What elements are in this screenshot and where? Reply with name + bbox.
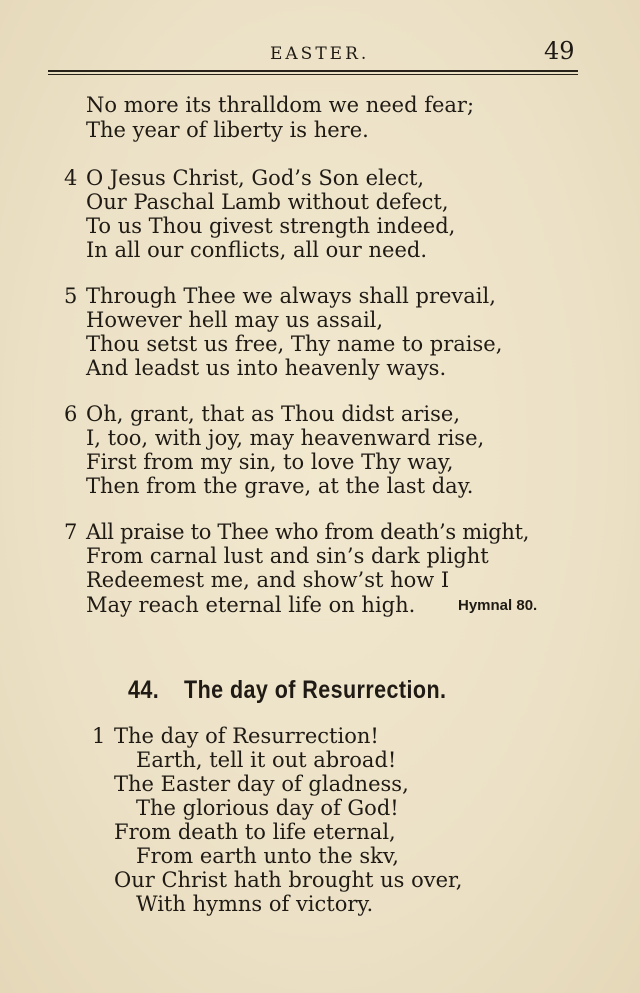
verse-number: 4 <box>64 166 78 190</box>
verse-number: 7 <box>64 520 78 544</box>
verse-line: May reach eternal life on high. <box>86 593 416 617</box>
hymn-number: 44. <box>128 676 160 704</box>
hymn-title-text: The day of Resurrection. <box>184 676 447 704</box>
verse-line: The glorious day of God! <box>136 796 399 820</box>
verse-line: Our Christ hath brought us over, <box>114 868 463 892</box>
verse-line: The day of Resurrection! <box>114 724 379 748</box>
running-header: EASTER. <box>270 44 370 64</box>
verse-line: I, too, with joy, may heavenward rise, <box>86 426 485 450</box>
verse-line: First from my sin, to love Thy way, <box>86 450 454 474</box>
verse-line: Oh, grant, that as Thou didst arise, <box>86 402 461 426</box>
verse-number: 6 <box>64 402 78 426</box>
verse-number: 5 <box>64 284 78 308</box>
hymnal-reference: Hymnal 80. <box>458 597 538 614</box>
header-rule <box>48 70 578 72</box>
verse-line: However hell may us assail, <box>86 308 384 332</box>
verse-line: In all our conflicts, all our need. <box>86 238 427 262</box>
verse-line: Our Paschal Lamb without defect, <box>86 190 449 214</box>
verse-line: Through Thee we always shall prevail, <box>86 284 496 308</box>
verse-line: From carnal lust and sin’s dark plight <box>86 544 489 568</box>
verse-line: No more its thralldom we need fear; <box>86 93 475 117</box>
verse-line: Then from the grave, at the last day. <box>86 474 474 498</box>
header-rule-thin <box>48 74 578 75</box>
verse-line: To us Thou givest strength indeed, <box>86 214 456 238</box>
verse-line: From death to life eternal, <box>114 820 396 844</box>
verse-line: The Easter day of gladness, <box>114 772 409 796</box>
verse-line: The year of liberty is here. <box>86 118 369 142</box>
verse-number: 1 <box>92 724 106 748</box>
hymn-title <box>128 676 446 705</box>
verse-line: Earth, tell it out abroad! <box>136 748 397 772</box>
verse-line: O Jesus Christ, God’s Son elect, <box>86 166 425 190</box>
verse-line: From earth unto the skv, <box>136 844 399 868</box>
verse-line: Redeemest me, and show’st how I <box>86 568 450 592</box>
verse-line: Thou setst us free, Thy name to praise, <box>86 332 503 356</box>
verse-line: All praise to Thee who from death’s might, <box>86 520 530 544</box>
verse-line: With hymns of victory. <box>136 892 374 916</box>
page-number: 49 <box>544 37 575 65</box>
verse-line: And leadst us into heavenly ways. <box>86 356 447 380</box>
